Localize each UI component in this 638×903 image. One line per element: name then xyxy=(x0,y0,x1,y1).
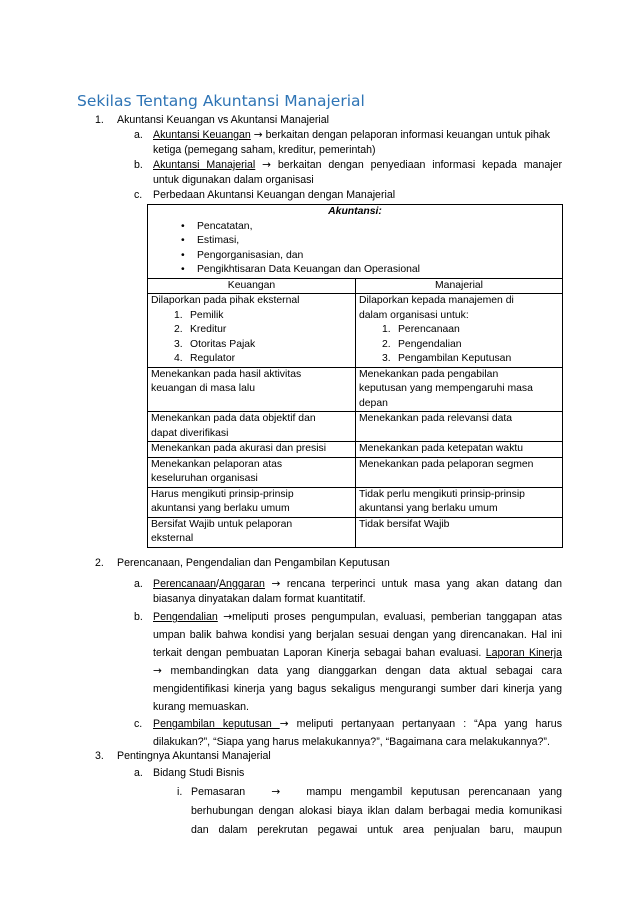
item-2a-line1 xyxy=(153,577,562,592)
table-cell xyxy=(148,517,356,547)
list-item: • Pengikhtisaran Data Keuangan dan Operasional xyxy=(151,263,559,278)
cell-text: Menekankan pada hasil aktivitas keuangan di masa lalu xyxy=(151,368,302,394)
table-cell xyxy=(148,294,356,368)
section-1-number: 1. xyxy=(95,114,104,126)
item-3ai-line3: dan dalam perekrutan pegawai untuk area penjualan baru, maupun xyxy=(191,824,562,836)
table-cell xyxy=(148,457,356,487)
item-3ai-text: mampu mengambil keputusan perencanaan yang xyxy=(306,786,562,798)
table-cell xyxy=(148,442,356,458)
section-3-number: 3. xyxy=(95,750,104,762)
table-cell xyxy=(356,517,563,547)
list-number: 1. xyxy=(382,324,391,335)
list-item xyxy=(359,352,559,367)
table-row xyxy=(148,367,563,412)
item-1a-line2: ketiga (pemegang saham, kreditur, pemerintah) xyxy=(153,144,376,156)
table-cell xyxy=(148,412,356,442)
table-row xyxy=(148,205,563,279)
cell-text: Bersifat Wajib untuk pelaporan eksternal xyxy=(151,518,293,544)
item-1c-label: c. xyxy=(134,189,143,201)
term-perencanaan: Perencanaan xyxy=(153,578,217,590)
cell-text: Tidak bersifat Wajib xyxy=(359,518,450,530)
item-3a-text: Bidang Studi Bisnis xyxy=(153,767,245,779)
item-2c-line1 xyxy=(153,717,562,732)
term-pengambilan-keputusan: Pengambilan keputusan xyxy=(153,718,280,730)
table-row xyxy=(148,412,563,442)
term-pemasaran: Pemasaran xyxy=(191,786,246,798)
table-header: Akuntansi: xyxy=(328,206,382,217)
item-2b-text: terkait dengan pembuatan Laporan Kinerja sebagai bahan evaluasi. xyxy=(153,647,486,659)
list-text: Pengendalian xyxy=(398,338,462,350)
eksternal-list xyxy=(151,309,352,367)
item-2b-line4 xyxy=(153,664,562,679)
list-text: Pengambilan Keputusan xyxy=(398,353,512,364)
cell-text: Menekankan pada ketepatan waktu xyxy=(359,443,524,454)
slash-text: / xyxy=(216,578,219,590)
section-2-heading: Perencanaan, Pengendalian dan Pengambilan Keputusan xyxy=(117,557,390,569)
cell-text: Menekankan pada pelaporan segmen xyxy=(359,458,534,470)
term-pengendalian: Pengendalian xyxy=(153,611,218,623)
item-2c-line2: dilakukan?”, “Siapa yang harus melakukannya?”, “Bagaimana cara melakukannya?”. xyxy=(153,736,550,748)
list-item xyxy=(151,352,352,367)
table-cell xyxy=(356,487,563,517)
arrow-icon: → xyxy=(223,611,233,623)
item-1b-line2: untuk digunakan dalam organisasi xyxy=(153,174,314,186)
item-1a-line1 xyxy=(153,128,563,143)
item-1b-line1 xyxy=(153,158,562,173)
page-title: Sekilas Tentang Akuntansi Manajerial xyxy=(77,92,365,110)
cell-text: Dilaporkan kepada manajemen di dalam organisasi untuk: xyxy=(359,295,514,321)
item-2c-text: meliputi pertanyaan pertanyaan : “Apa yang harus xyxy=(288,718,562,730)
cell-text: Menekankan pada relevansi data xyxy=(359,413,513,424)
list-text: Regulator xyxy=(190,353,236,364)
list-number: 1. xyxy=(174,309,183,321)
table-cell xyxy=(356,412,563,442)
table-cell xyxy=(356,457,563,487)
cell-text: Menekankan pada data objektif dan dapat diverifikasi xyxy=(151,413,316,439)
item-2b-line1 xyxy=(153,610,562,625)
item-2b-label: b. xyxy=(134,611,143,623)
item-2a-line2: biasanya dinyatakan dalam format kuantitatif. xyxy=(153,593,366,605)
list-text: Kreditur xyxy=(190,324,227,335)
list-number: 3. xyxy=(174,338,183,350)
item-3a-label: a. xyxy=(134,767,143,779)
item-1c-text: Perbedaan Akuntansi Keuangan dengan Manajerial xyxy=(153,189,396,201)
item-3ai-label: i. xyxy=(177,786,183,798)
item-2b-line5: mengidentifikasi kinerja yang bagus sekaligus mengurangi sumber dari kinerja yang xyxy=(153,683,562,695)
list-item: • Pencatatan, xyxy=(151,220,559,235)
item-1b-label: b. xyxy=(134,159,143,171)
section-1-heading: Akuntansi Keuangan vs Akuntansi Manajerial xyxy=(117,114,330,126)
table-row xyxy=(148,278,563,294)
item-2c-label: c. xyxy=(134,718,143,730)
item-2b-text: meliputi proses pengumpulan, evaluasi, pemberian tanggapan atas xyxy=(232,611,563,623)
list-item: • Estimasi, xyxy=(151,234,559,249)
cell-text: Menekankan pada akurasi dan presisi xyxy=(151,443,327,454)
list-item xyxy=(151,323,352,338)
akuntansi-bullet-list xyxy=(151,220,559,278)
arrow-icon: → xyxy=(253,129,263,141)
list-item xyxy=(151,338,352,353)
list-item xyxy=(359,323,559,338)
item-2a-text: rencana terperinci untuk masa yang akan datang dan xyxy=(280,578,562,590)
arrow-icon: → xyxy=(271,578,281,590)
table-row xyxy=(148,442,563,458)
item-2b-text: membandingkan data yang dianggarkan dengan data aktual sebagai cara xyxy=(161,665,562,677)
arrow-icon: → xyxy=(153,665,162,677)
cell-text: Menekankan pada pengabilan keputusan yang mempengaruhi masa depan xyxy=(359,368,533,409)
term-anggaran: Anggaran xyxy=(218,578,265,590)
arrow-icon: → xyxy=(271,786,281,798)
cell-text: Menekankan pelaporan atas keseluruhan organisasi xyxy=(151,458,283,484)
cell-text: Harus mengikuti prinsip-prinsip akuntansi yang berlaku umum xyxy=(151,488,294,514)
list-item xyxy=(151,309,352,324)
item-2b-line3 xyxy=(153,646,562,661)
table-cell xyxy=(356,442,563,458)
comparison-table xyxy=(147,204,563,548)
section-3-heading: Pentingnya Akuntansi Manajerial xyxy=(117,750,271,762)
list-text: Pemilik xyxy=(190,309,224,321)
column-header-keuangan: Keuangan xyxy=(148,278,356,294)
table-cell xyxy=(148,367,356,412)
table-row xyxy=(148,487,563,517)
list-number: 4. xyxy=(174,353,183,364)
manajemen-list xyxy=(359,323,559,367)
arrow-icon: → xyxy=(262,159,272,171)
list-text: Perencanaan xyxy=(398,324,460,335)
term-laporan-kinerja: Laporan Kinerja xyxy=(485,647,562,659)
term-akuntansi-keuangan: Akuntansi Keuangan xyxy=(153,129,251,141)
table-cell xyxy=(148,487,356,517)
cell-text: Dilaporkan pada pihak eksternal xyxy=(151,295,300,306)
table-cell xyxy=(356,294,563,368)
item-2b-line6: kurang memuaskan. xyxy=(153,701,249,713)
item-3ai-line2: berhubungan dengan alokasi biaya iklan dalam berbagai media komunikasi xyxy=(191,805,562,817)
list-text: Otoritas Pajak xyxy=(190,338,256,350)
item-3ai-line1 xyxy=(191,785,562,800)
arrow-icon: → xyxy=(279,718,289,730)
column-header-manajerial: Manajerial xyxy=(356,278,563,294)
table-cell xyxy=(356,367,563,412)
list-number: 2. xyxy=(382,338,391,350)
term-akuntansi-manajerial: Akuntansi Manajerial xyxy=(153,159,256,171)
table-row xyxy=(148,294,563,368)
list-number: 3. xyxy=(382,353,391,364)
section-2-number: 2. xyxy=(95,557,104,569)
list-number: 2. xyxy=(174,324,183,335)
table-row xyxy=(148,517,563,547)
table-header-cell xyxy=(148,205,563,279)
item-1b-text: berkaitan dengan penyediaan informasi kepada manajer xyxy=(271,159,562,171)
cell-text: Tidak perlu mengikuti prinsip-prinsip akuntansi yang berlaku umum xyxy=(359,488,525,514)
item-2b-line2: umpan balik bahwa kondisi yang berjalan sesuai dengan yang direncanakan. Hal ini xyxy=(153,629,562,641)
item-1a-label: a. xyxy=(134,129,143,141)
list-item xyxy=(359,338,559,353)
item-2a-label: a. xyxy=(134,578,143,590)
table-row xyxy=(148,457,563,487)
item-1a-text: berkaitan dengan pelaporan informasi keuangan untuk pihak xyxy=(262,129,551,141)
list-item: • Pengorganisasian, dan xyxy=(151,249,559,264)
